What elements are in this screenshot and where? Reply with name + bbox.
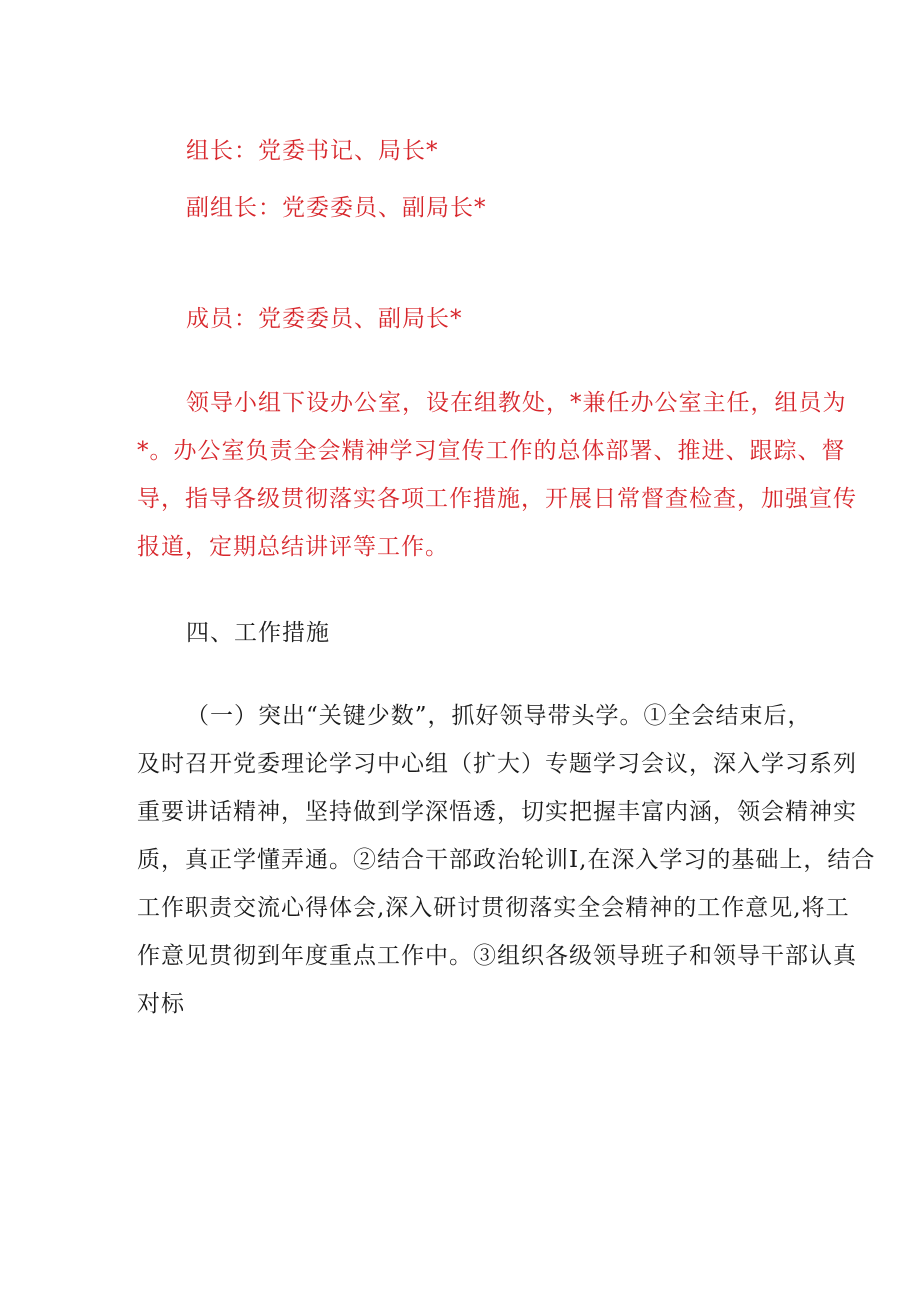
member-line-members: 成员：党委委员、副局长* <box>186 306 463 332</box>
office-paragraph-line: 导，指导各级贯彻落实各项工作措施，开展日常督查检查，加强宣传 <box>137 486 857 512</box>
measure-paragraph-line: （一）突出“关键少数”，抓好领导带头学。①全会结束后， <box>186 703 812 729</box>
office-paragraph-line: 报道，定期总结讲评等工作。 <box>137 534 449 560</box>
measure-paragraph-line: 重要讲话精神，坚持做到学深悟透，切实把握丰富内涵，领会精神实 <box>137 799 857 825</box>
measure-paragraph-line: 对标 <box>137 991 185 1017</box>
office-paragraph-line: *。办公室负责全会精神学习宣传工作的总体部署、推进、跟踪、督 <box>137 438 846 464</box>
measure-paragraph-line: 及时召开党委理论学习中心组（扩大）专题学习会议，深入学习系列 <box>137 751 857 777</box>
member-line-deputy-leader: 副组长：党委委员、副局长* <box>186 195 487 221</box>
office-paragraph-line: 领导小组下设办公室，设在组教处，*兼任办公室主任，组员为 <box>186 390 847 416</box>
measure-paragraph-line: 工作职责交流心得体会,深入研讨贯彻落实全会精神的工作意见,将工 <box>137 895 850 921</box>
section-heading: 四、工作措施 <box>186 620 330 646</box>
member-line-leader: 组长：党委书记、局长* <box>186 138 439 164</box>
measure-paragraph-line: 质，真正学懂弄通。②结合干部政治轮训I,在深入学习的基础上，结合 <box>137 847 876 873</box>
measure-paragraph-line: 作意见贯彻到年度重点工作中。③组织各级领导班子和领导干部认真 <box>137 943 857 969</box>
